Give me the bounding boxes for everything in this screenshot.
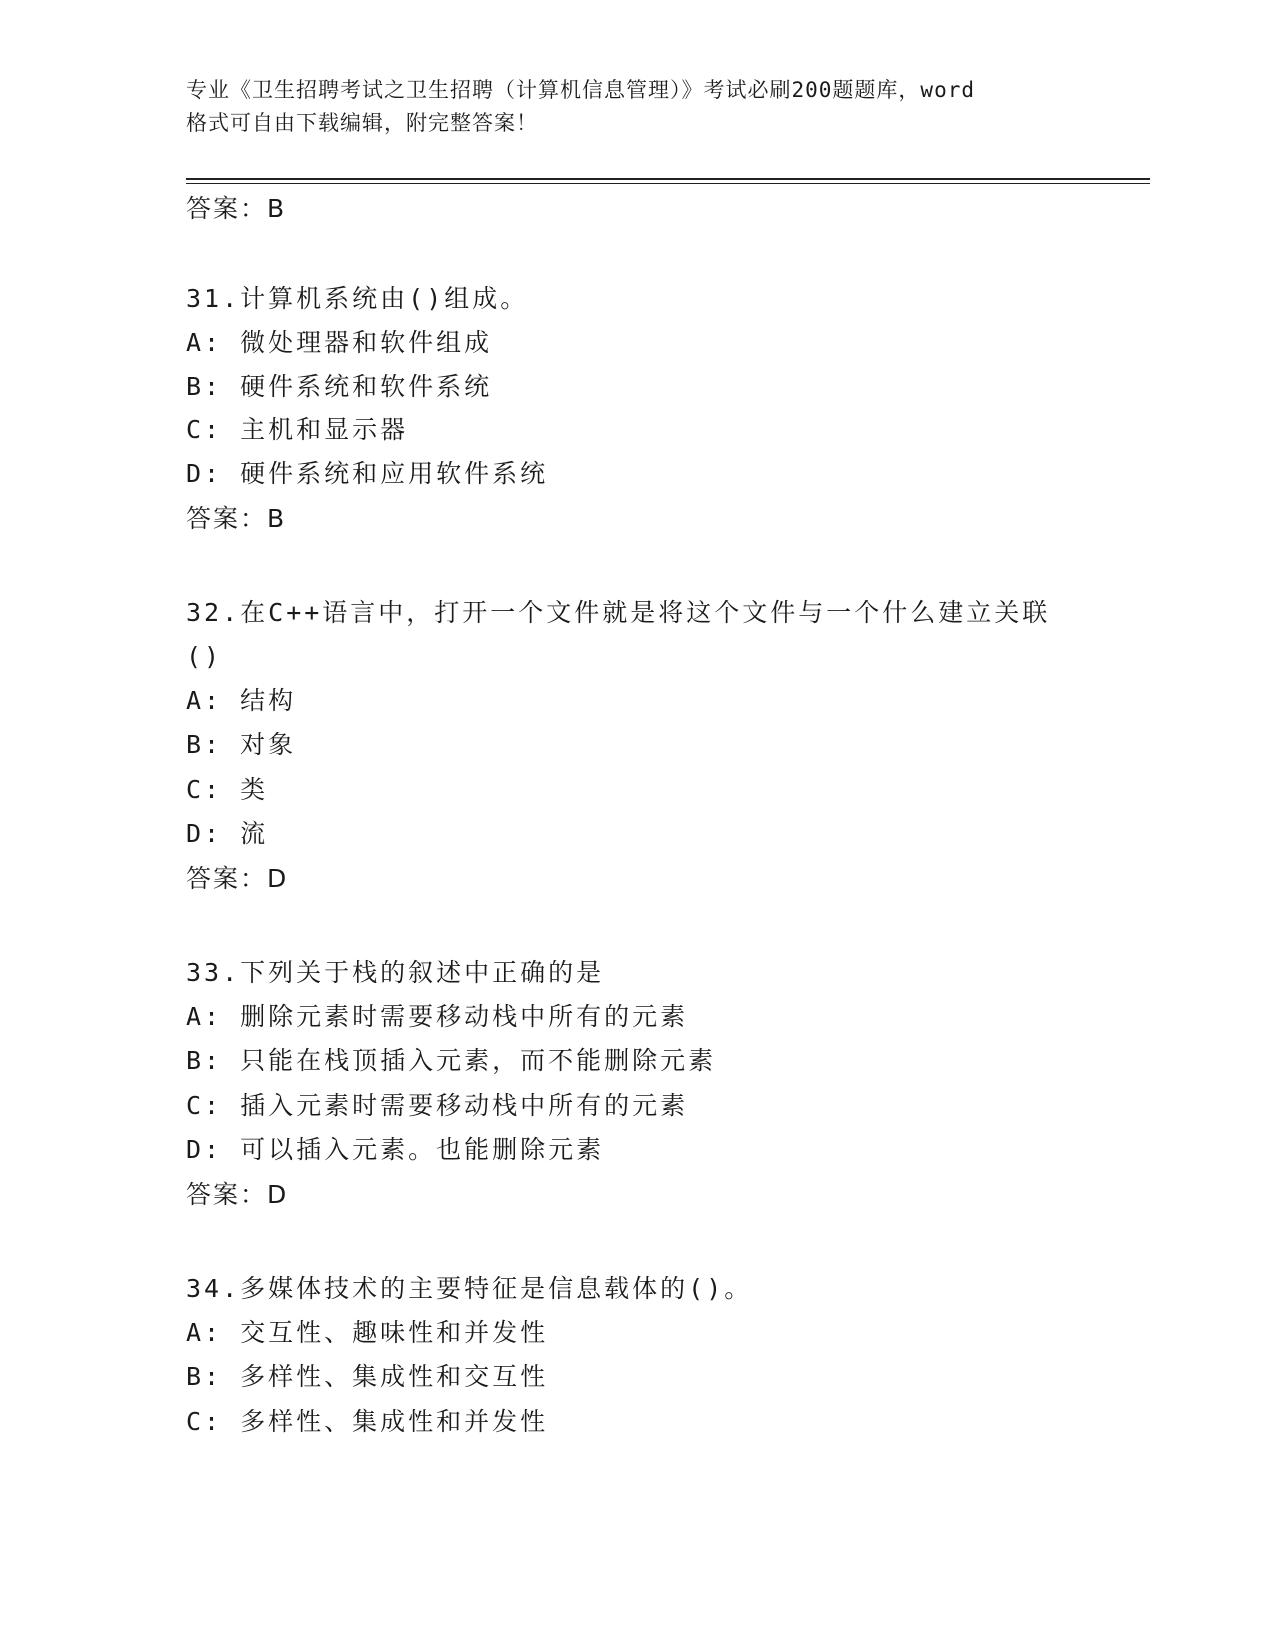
option-a: A: 交互性、趣味性和并发性 — [186, 1318, 549, 1347]
option-c: C: 插入元素时需要移动栈中所有的元素 — [186, 1091, 689, 1120]
option-a: A: 微处理器和软件组成 — [186, 328, 493, 357]
header-divider — [186, 178, 1150, 180]
answer-line: 答案：D — [186, 864, 289, 893]
option-b: B: 只能在栈顶插入元素，而不能删除元素 — [186, 1046, 717, 1075]
option-c: C: 多样性、集成性和并发性 — [186, 1407, 549, 1436]
option-b: B: 多样性、集成性和交互性 — [186, 1362, 549, 1391]
option-a: A: 删除元素时需要移动栈中所有的元素 — [186, 1002, 689, 1031]
option-c: C: 类 — [186, 775, 269, 804]
answer-line: 答案：B — [186, 504, 287, 533]
option-d: D: 流 — [186, 819, 269, 848]
option-c: C: 主机和显示器 — [186, 415, 409, 444]
question-stem-continued: () — [186, 642, 223, 671]
question-stem: 34.多媒体技术的主要特征是信息载体的()。 — [186, 1274, 753, 1303]
question-stem: 31.计算机系统由()组成。 — [186, 284, 529, 313]
answer-line: 答案：D — [186, 1180, 289, 1209]
option-a: A: 结构 — [186, 686, 297, 715]
option-d: D: 可以插入元素。也能删除元素 — [186, 1135, 605, 1164]
header-line-1: 专业《卫生招聘考试之卫生招聘（计算机信息管理）》考试必刷200题题库，word — [186, 78, 975, 102]
header-divider-thin — [186, 183, 1150, 184]
question-stem: 33.下列关于栈的叙述中正确的是 — [186, 958, 605, 987]
option-b: B: 对象 — [186, 730, 297, 759]
header-line-2: 格式可自由下载编辑，附完整答案！ — [186, 111, 538, 135]
answer-line: 答案：B — [186, 194, 287, 223]
option-d: D: 硬件系统和应用软件系统 — [186, 459, 549, 488]
question-stem: 32.在C++语言中，打开一个文件就是将这个文件与一个什么建立关联 — [186, 598, 1051, 627]
option-b: B: 硬件系统和软件系统 — [186, 372, 493, 401]
document-header — [186, 74, 1086, 140]
